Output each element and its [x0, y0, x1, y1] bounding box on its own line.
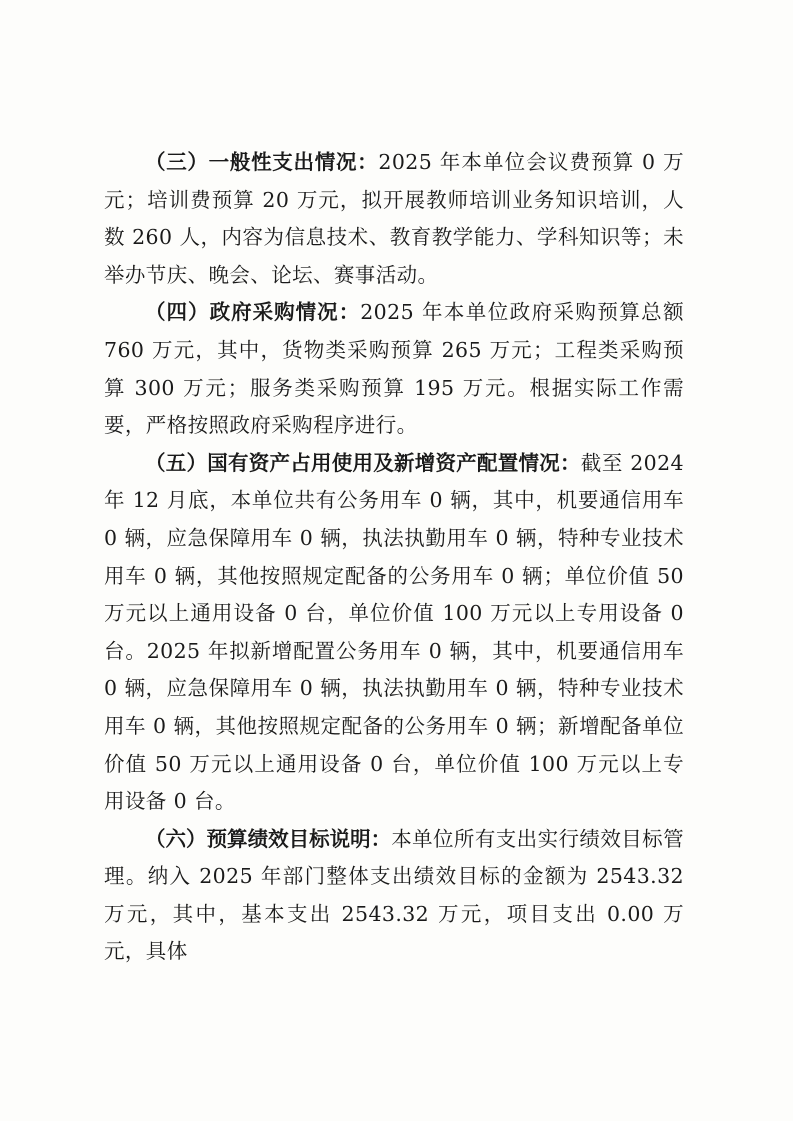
section-text: 截至 2024 年 12 月底，本单位共有公务用车 0 辆，其中，机要通信用车 0 辆，应急保障用车 0 辆，执法执勤用车 0 辆，特种专业技术用车 0 辆，其他按照规定配备的公务用车 0 辆；单位价值 50 万元以上通用设备 0 台，单位价值 100 万元以上专用设备 0 台。2025 年拟新增配置公务用车 0 辆，其中，机要通信用车 0 辆，应急保障用车 0 辆，执法执勤用车 0 辆，特种专业技术用车 0 辆，其他按照规定配备的公务用车 0 辆；新增配备单位价值 50 万元以上通用设备 0 台，单位价值 100 万元以上专用设备 0 台。 — [104, 450, 684, 814]
section-heading: （四）政府采购情况： — [145, 300, 361, 325]
section-government-procurement — [104, 294, 684, 444]
section-performance-goals — [104, 821, 684, 971]
section-text: 2025 年本单位政府采购预算总额 760 万元，其中，货物类采购预算 265 万元；工程类采购预算 300 万元；服务类采购预算 195 万元。根据实际工作需要，严格按照政府采购程序进行。 — [104, 300, 684, 438]
section-heading: （五）国有资产占用使用及新增资产配置情况： — [145, 450, 581, 475]
section-text: 2025 年本单位会议费预算 0 万元；培训费预算 20 万元，拟开展教师培训业务知识培训，人数 260 人，内容为信息技术、教育教学能力、学科知识等；未举办节庆、晚会、论坛、赛事活动。 — [104, 150, 684, 287]
section-heading: （六）预算绩效目标说明： — [145, 826, 392, 851]
document-body — [104, 144, 684, 971]
section-general-expenditure — [104, 144, 684, 294]
section-state-assets — [104, 445, 684, 821]
section-heading: （三）一般性支出情况： — [145, 150, 379, 174]
section-text: 本单位所有支出实行绩效目标管理。纳入 2025 年部门整体支出绩效目标的金额为 2543.32 万元，其中，基本支出 2543.32 万元，项目支出 0.00 万元，具体 — [104, 826, 684, 964]
